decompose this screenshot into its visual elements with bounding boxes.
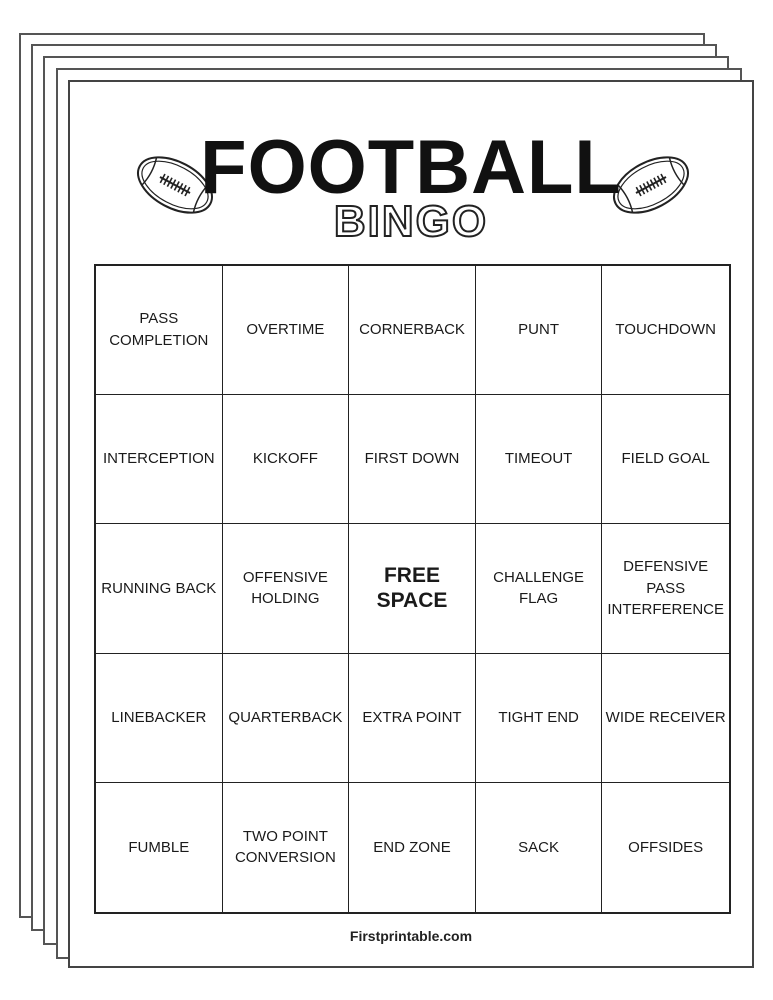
- bingo-cell: FIRST DOWN: [349, 395, 476, 524]
- bingo-cell: DEFENSIVE PASS INTERFERENCE: [602, 524, 729, 653]
- bingo-cell: TIGHT END: [476, 654, 603, 783]
- bingo-cell: LINEBACKER: [96, 654, 223, 783]
- footer-credit: Firstprintable.com: [349, 928, 473, 944]
- bingo-cell: RUNNING BACK: [96, 524, 223, 653]
- bingo-cell: WIDE RECEIVER: [602, 654, 729, 783]
- bingo-cell: KICKOFF: [223, 395, 350, 524]
- bingo-card-sheet: [68, 80, 754, 968]
- bingo-cell: SACK: [476, 783, 603, 912]
- bingo-cell: OFFENSIVE HOLDING: [223, 524, 350, 653]
- bingo-cell: PASS COMPLETION: [96, 266, 223, 395]
- bingo-cell: CHALLENGE FLAG: [476, 524, 603, 653]
- bingo-cell: QUARTERBACK: [223, 654, 350, 783]
- page-title: FOOTBALL: [200, 125, 622, 210]
- bingo-cell: TWO POINT CONVERSION: [223, 783, 350, 912]
- bingo-cell: FIELD GOAL: [602, 395, 729, 524]
- bingo-cell: TIMEOUT: [476, 395, 603, 524]
- bingo-grid: [94, 264, 731, 914]
- bingo-cell: INTERCEPTION: [96, 395, 223, 524]
- page-subtitle: BINGO: [333, 197, 489, 246]
- bingo-cell: END ZONE: [349, 783, 476, 912]
- bingo-cell: OVERTIME: [223, 266, 350, 395]
- bingo-cell: FUMBLE: [96, 783, 223, 912]
- bingo-cell: TOUCHDOWN: [602, 266, 729, 395]
- bingo-cell: OFFSIDES: [628, 838, 704, 856]
- free-space-cell: FREE SPACE: [349, 524, 476, 653]
- bingo-cell: EXTRA POINT: [349, 654, 476, 783]
- bingo-cell: CORNERBACK: [349, 266, 476, 395]
- bingo-cell: PUNT: [476, 266, 603, 395]
